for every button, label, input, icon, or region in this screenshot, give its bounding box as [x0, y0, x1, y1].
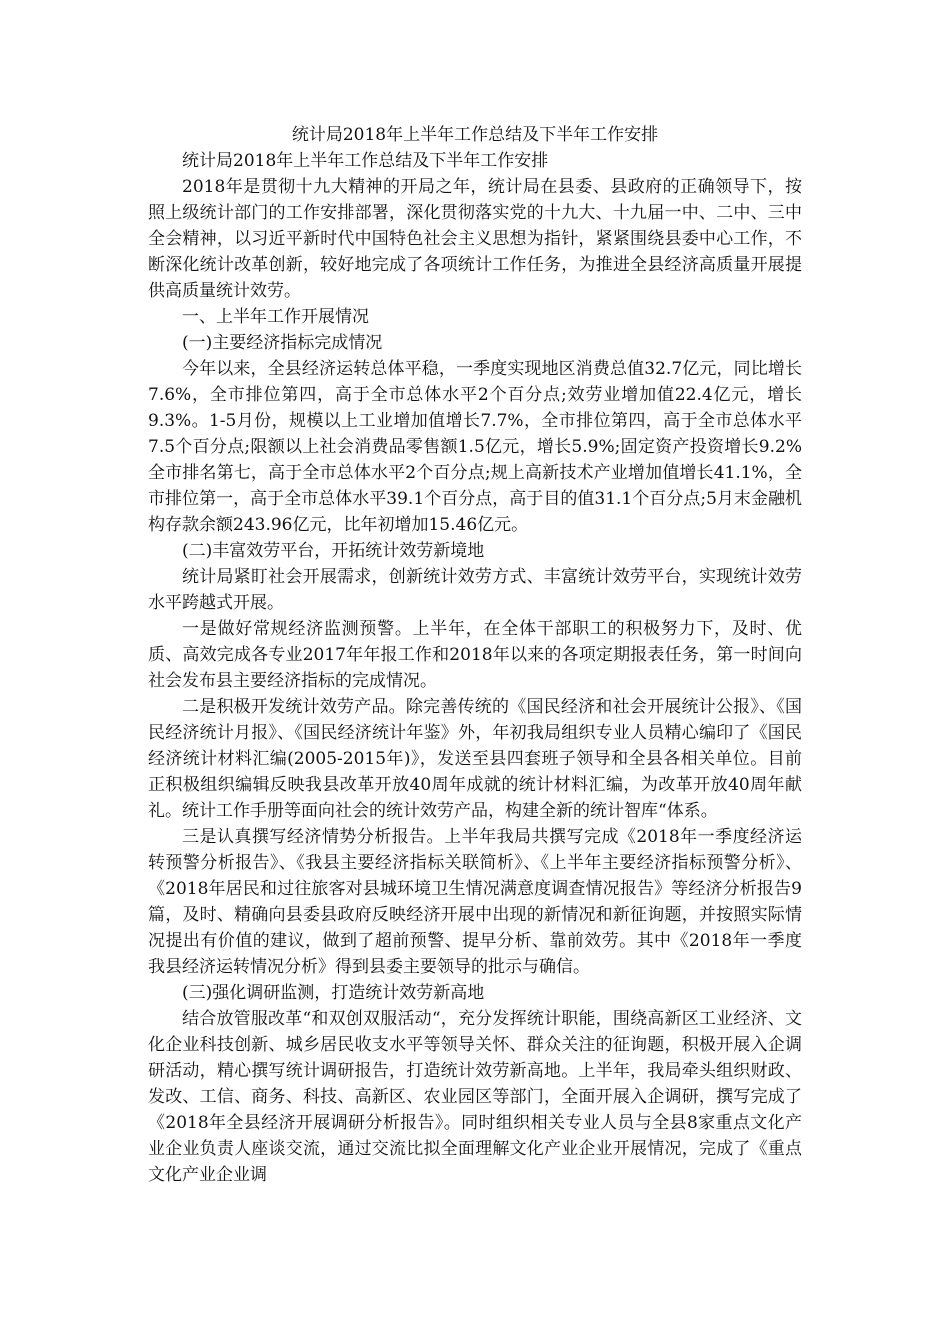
- paragraph-economic-indicators: 今年以来，全县经济运转总体平稳，一季度实现地区消费总值32.7亿元，同比增长7.6%，全市排位第四，高于全市总体水平2个百分点;效劳业增加值22.4亿元，增长9.3%。1-5月份，规模以上工业增加值增长7.7%，全市排位第四，高于全市总体水平7.5个百分点;限额以上社会消费品零售额1.5亿元，增长5.9%;固定资产投资增长9.2%全市排名第七，高于全市总体水平2个百分点;规上高新技术产业增加值增长41.1%，全市排位第一，高于全市总体水平39.1个百分点，高于目的值31.1个百分点;5月末金融机构存款余额243.96亿元，比年初增加15.46亿元。: [148, 359, 802, 535]
- paragraph-item-1: 一是做好常规经济监测预警。上半年，在全体干部职工的积极努力下，及时、优质、高效完成各专业2017年年报工作和2018年以来的各项定期报表任务，第一时间向社会发布县主要经济指标的完成情况。: [148, 619, 802, 691]
- document-title: 统计局2018年上半年工作总结及下半年工作安排: [291, 125, 659, 145]
- subsection-heading-3: (三)强化调研监测，打造统计效劳新高地: [182, 983, 485, 1003]
- document-page: [148, 122, 802, 1188]
- section-heading-1: 一、上半年工作开展情况: [182, 307, 369, 327]
- paragraph-intro: 2018年是贯彻十九大精神的开局之年，统计局在县委、县政府的正确领导下，按照上级统计部门的工作安排部署，深化贯彻落实党的十九大、十九届一中、二中、三中全会精神，以习近平新时代中国特色社会主义思想为指针，紧紧围绕县委中心工作，不断深化统计改革创新，较好地完成了各项统计工作任务，为推进全县经济高质量开展提供高质量统计效劳。: [148, 177, 802, 301]
- subsection-heading-1: (一)主要经济指标完成情况: [182, 333, 383, 353]
- subsection-heading-2: (二)丰富效劳平台，开拓统计效劳新境地: [182, 541, 485, 561]
- paragraph-item-3: 三是认真撰写经济情势分析报告。上半年我局共撰写完成《2018年一季度经济运转预警分析报告》、《我县主要经济指标关联简析》、《上半年主要经济指标预警分析》、《2018年居民和过往旅客对县城环境卫生情况满意度调查情况报告》等经济分析报告9篇，及时、精确向县委县政府反映经济开展中出现的新情况和新征询题，并按照实际情况提出有价值的建议，做到了超前预警、提早分析、靠前效劳。其中《2018年一季度我县经济运转情况分析》得到县委主要领导的批示与确信。: [148, 827, 802, 977]
- heading-repeat: 统计局2018年上半年工作总结及下半年工作安排: [182, 151, 549, 171]
- paragraph-service-platform: 统计局紧盯社会开展需求，创新统计效劳方式、丰富统计效劳平台，实现统计效劳水平跨越式开展。: [148, 567, 802, 613]
- paragraph-research: 结合放管服改革“和双创双服活动“，充分发挥统计职能，围绕高新区工业经济、文化企业科技创新、城乡居民收支水平等领导关怀、群众关注的征询题，积极开展入企调研活动，精心撰写统计调研报告，打造统计效劳新高地。上半年，我局牵头组织财政、发改、工信、商务、科技、高新区、农业园区等部门，全面开展入企调研，撰写完成了《2018年全县经济开展调研分析报告》。同时组织相关专业人员与全县8家重点文化产业企业负责人座谈交流，通过交流比拟全面理解文化产业企业开展情况，完成了《重点文化产业企业调: [148, 1009, 802, 1185]
- paragraph-item-2: 二是积极开发统计效劳产品。除完善传统的《国民经济和社会开展统计公报》、《国民经济统计月报》、《国民经济统计年鉴》外，年初我局组织专业人员精心编印了《国民经济统计材料汇编(2005-2015年)》，发送至县四套班子领导和全县各相关单位。目前正积极组织编辑反映我县改革开放40周年成就的统计材料汇编，为改革开放40周年献礼。统计工作手册等面向社会的统计效劳产品，构建全新的统计智库“体系。: [148, 697, 802, 821]
